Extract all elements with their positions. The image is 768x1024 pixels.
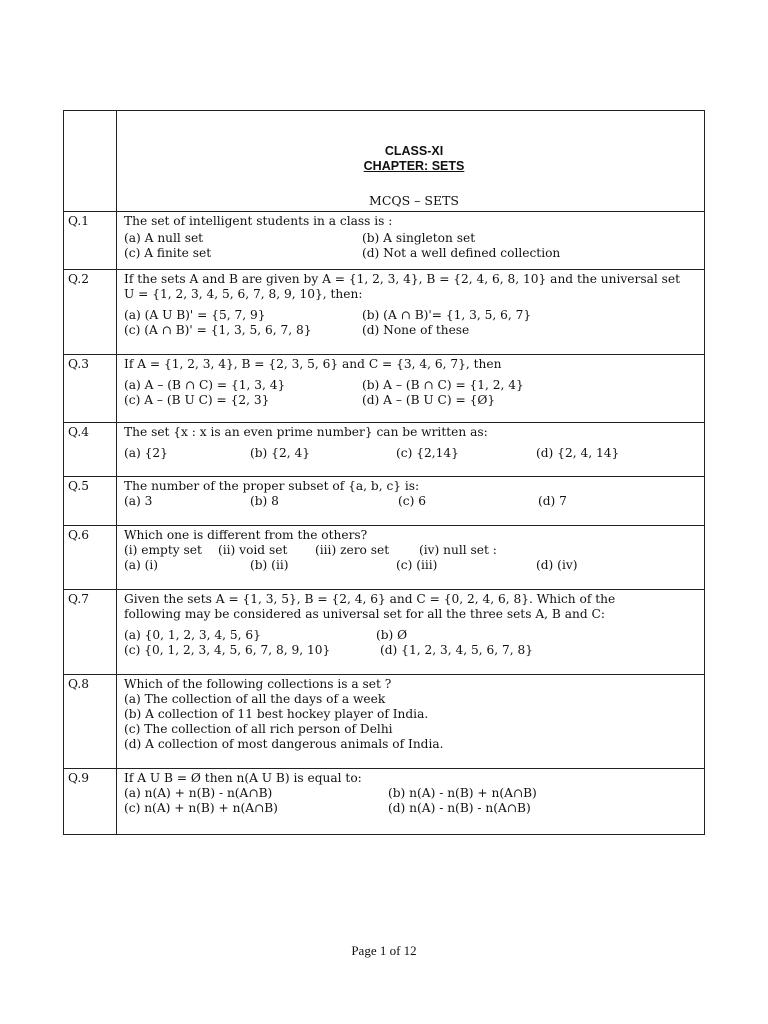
option: (c) (iii) xyxy=(396,558,438,572)
option: (b) Ø xyxy=(376,628,408,642)
question-number: Q.3 xyxy=(64,355,117,423)
question-body xyxy=(117,477,705,526)
question-row xyxy=(64,675,705,769)
choice: (i) empty set xyxy=(124,543,202,557)
option: (c) {0, 1, 2, 3, 4, 5, 6, 7, 8, 9, 10} xyxy=(124,643,331,657)
question-body xyxy=(117,212,705,270)
question-stem: If the sets A and B are given by A = {1, 2, 3, 4}, B = {2, 4, 6, 8, 10} and the universal set xyxy=(124,272,680,286)
question-row xyxy=(64,769,705,835)
question-number: Q.6 xyxy=(64,526,117,590)
class-title: CLASS-XI xyxy=(384,144,444,158)
question-body xyxy=(117,675,705,769)
header-left-cell xyxy=(64,111,117,212)
question-stem: The number of the proper subset of {a, b, c} is: xyxy=(124,479,420,493)
question-stem: The set of intelligent students in a class is : xyxy=(124,214,393,228)
options-grid xyxy=(124,378,704,408)
question-stem: The set {x : x is an even prime number} can be written as: xyxy=(124,425,488,439)
question-stem: Given the sets A = {1, 3, 5}, B = {2, 4, 6} and C = {0, 2, 4, 6, 8}. Which of the xyxy=(124,592,616,606)
question-row xyxy=(64,355,705,423)
options-grid xyxy=(124,628,704,658)
question-number: Q.7 xyxy=(64,590,117,675)
option: (b) (A ∩ B)'= {1, 3, 5, 6, 7} xyxy=(362,308,532,322)
option: (a) {0, 1, 2, 3, 4, 5, 6} xyxy=(124,628,261,642)
question-number: Q.1 xyxy=(64,212,117,270)
question-number: Q.8 xyxy=(64,675,117,769)
option: (c) A finite set xyxy=(124,246,212,260)
question-number: Q.9 xyxy=(64,769,117,835)
chapter-title: CHAPTER: SETS xyxy=(363,159,465,173)
option: (b) 8 xyxy=(250,494,279,508)
question-body xyxy=(117,526,705,590)
question-stem: If A U B = Ø then n(A U B) is equal to: xyxy=(124,771,362,785)
option: (b) {2, 4} xyxy=(250,446,310,460)
choices-list xyxy=(124,543,704,558)
option: (c) A – (B U C) = {2, 3} xyxy=(124,393,270,407)
option: (d) {2, 4, 14} xyxy=(536,446,620,460)
options-grid xyxy=(124,308,704,338)
options-grid xyxy=(124,558,704,573)
question-stem: Which one is different from the others? xyxy=(124,528,368,542)
option: (a) {2} xyxy=(124,446,168,460)
mcq-table xyxy=(63,110,705,835)
option: (c) {2,14} xyxy=(396,446,459,460)
options-grid xyxy=(124,446,704,461)
header-row xyxy=(64,111,705,212)
question-number: Q.5 xyxy=(64,477,117,526)
option: (d) None of these xyxy=(362,323,470,337)
header-cell xyxy=(117,111,705,212)
option: (a) n(A) + n(B) - n(A∩B) xyxy=(124,786,273,800)
option: (d) (iv) xyxy=(536,558,578,572)
option: (c) 6 xyxy=(398,494,426,508)
option: (d) 7 xyxy=(538,494,567,508)
options-grid xyxy=(124,231,704,261)
choice: (ii) void set xyxy=(218,543,288,557)
choice: (iv) null set : xyxy=(419,543,497,557)
option: (a) (i) xyxy=(124,558,159,572)
option: (a) (A U B)' = {5, 7, 9} xyxy=(124,308,266,322)
question-body xyxy=(117,769,705,835)
question-row xyxy=(64,270,705,355)
question-body xyxy=(117,590,705,675)
options-grid xyxy=(124,494,704,509)
option: (d) n(A) - n(B) - n(A∩B) xyxy=(388,801,531,815)
option: (b) A singleton set xyxy=(362,231,476,245)
section-subtitle: MCQS – SETS xyxy=(369,193,459,208)
option: (c) The collection of all rich person of Delhi xyxy=(124,722,393,736)
question-stem: U = {1, 2, 3, 4, 5, 6, 7, 8, 9, 10}, then: xyxy=(124,287,363,301)
option: (c) (A ∩ B)' = {1, 3, 5, 6, 7, 8} xyxy=(124,323,312,337)
question-number: Q.2 xyxy=(64,270,117,355)
options-grid xyxy=(124,786,704,816)
question-stem: If A = {1, 2, 3, 4}, B = {2, 3, 5, 6} and C = {3, 4, 6, 7}, then xyxy=(124,357,502,371)
option: (a) A – (B ∩ C) = {1, 3, 4} xyxy=(124,378,286,392)
option: (a) 3 xyxy=(124,494,153,508)
option: (b) A – (B ∩ C) = {1, 2, 4} xyxy=(362,378,524,392)
option: (b) n(A) - n(B) + n(A∩B) xyxy=(388,786,537,800)
question-number: Q.4 xyxy=(64,423,117,477)
option: (c) n(A) + n(B) + n(A∩B) xyxy=(124,801,278,815)
question-row xyxy=(64,526,705,590)
question-stem: following may be considered as universal set for all the three sets A, B and C: xyxy=(124,607,605,621)
option: (d) A collection of most dangerous animals of India. xyxy=(124,737,444,751)
option: (b) A collection of 11 best hockey player of India. xyxy=(124,707,429,721)
question-row xyxy=(64,212,705,270)
option: (d) A – (B U C) = {Ø} xyxy=(362,393,496,407)
option: (b) (ii) xyxy=(250,558,289,572)
question-body xyxy=(117,355,705,423)
question-row xyxy=(64,590,705,675)
option: (a) A null set xyxy=(124,231,204,245)
page-number: Page 1 of 12 xyxy=(351,943,417,958)
option: (d) Not a well defined collection xyxy=(362,246,561,260)
question-row xyxy=(64,477,705,526)
question-body xyxy=(117,423,705,477)
choice: (iii) zero set xyxy=(315,543,390,557)
question-stem: Which of the following collections is a set ? xyxy=(124,677,392,691)
question-row xyxy=(64,423,705,477)
option: (d) {1, 2, 3, 4, 5, 6, 7, 8} xyxy=(380,643,533,657)
question-body xyxy=(117,270,705,355)
option: (a) The collection of all the days of a week xyxy=(124,692,386,706)
